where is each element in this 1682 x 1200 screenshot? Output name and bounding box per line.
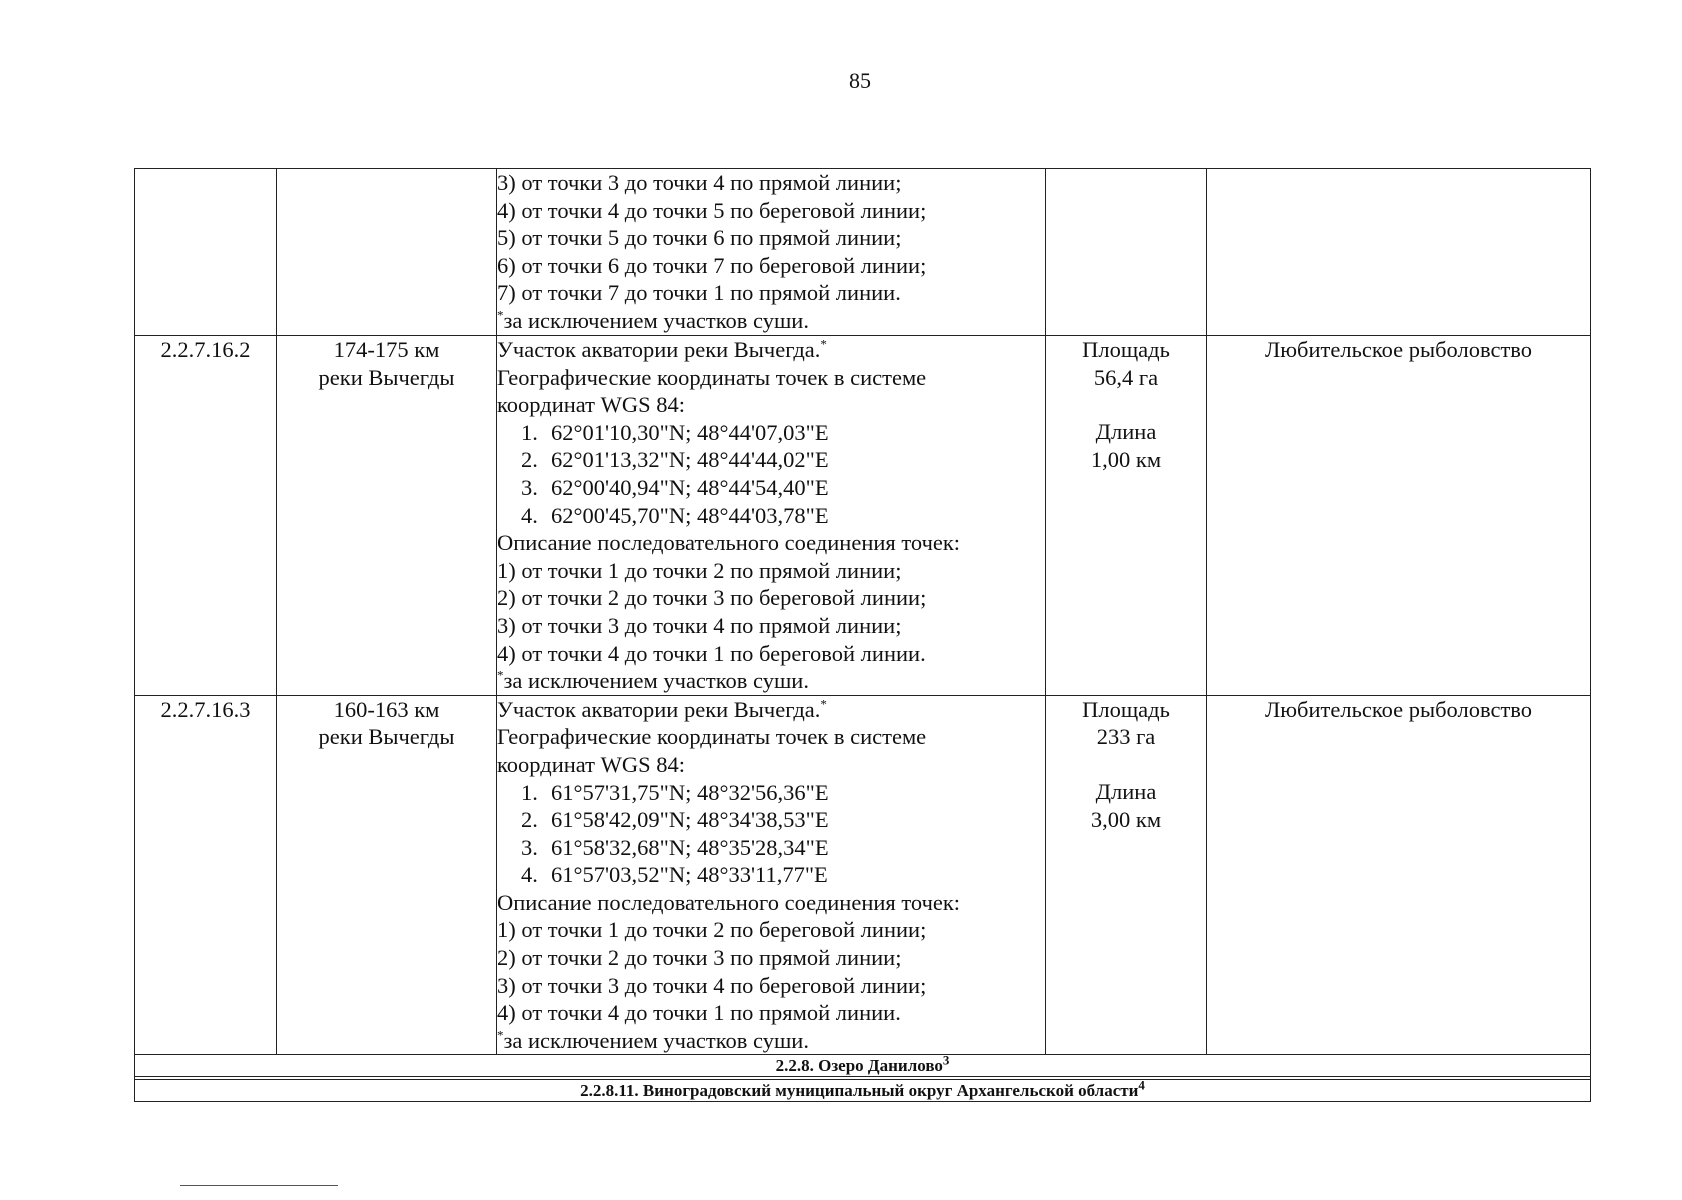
length-label: Длина xyxy=(1095,419,1157,445)
row-id-cell xyxy=(135,336,277,696)
coordinate-item xyxy=(497,861,1045,889)
footnote-line xyxy=(497,1027,1045,1055)
coordinate-value: 62°01'10,30"N; 48°44'07,03"E xyxy=(551,419,829,445)
coordinate-value: 61°57'03,52"N; 48°33'11,77"E xyxy=(551,862,828,888)
sequence-line: 3) от точки 3 до точки 4 по прямой линии; xyxy=(497,612,902,638)
location-line: 160-163 км xyxy=(333,696,440,722)
row-measure-cell xyxy=(1046,169,1207,336)
footnote-mark: * xyxy=(820,696,827,712)
location-line: реки Вычегды xyxy=(318,724,455,750)
section-heading-text: 2.2.8. Озеро Данилово xyxy=(775,1056,943,1076)
section-heading xyxy=(135,1052,1591,1077)
sequence-line: 4) от точки 4 до точки 1 по береговой линии. xyxy=(497,640,926,666)
row-measure-cell xyxy=(1046,336,1207,696)
coordinate-item xyxy=(497,419,1045,447)
coordinate-number: 4. xyxy=(521,862,538,888)
location-line: реки Вычегды xyxy=(318,364,455,390)
coordinate-item xyxy=(497,779,1045,807)
row-location-cell xyxy=(277,695,497,1055)
table-row-continuation xyxy=(135,169,1591,336)
sequence-line: 5) от точки 5 до точки 6 по прямой линии; xyxy=(497,225,902,251)
area-title xyxy=(497,336,1045,364)
coordinate-item xyxy=(497,502,1045,530)
coordinate-number: 1. xyxy=(521,779,538,805)
footnote-line xyxy=(497,667,1045,695)
footnote-text: за исключением участков суши. xyxy=(503,668,809,694)
length-value: 3,00 км xyxy=(1090,806,1162,832)
sequence-line: 2) от точки 2 до точки 3 по прямой линии; xyxy=(497,945,902,971)
geo-heading-line: координат WGS 84: xyxy=(497,751,686,777)
row-id-cell xyxy=(135,695,277,1055)
sequence-line: 3) от точки 3 до точки 4 по прямой линии; xyxy=(497,170,902,195)
section-heading-row xyxy=(135,1055,1591,1077)
geo-heading-line: Географические координаты точек в системе xyxy=(497,364,927,390)
footnote-separator xyxy=(180,1185,338,1186)
use-type: Любительское рыболовство xyxy=(1264,337,1533,362)
coordinate-number: 2. xyxy=(521,447,538,473)
coordinate-value: 61°58'32,68"N; 48°35'28,34"E xyxy=(551,834,829,860)
sequence-heading: Описание последовательного соединения точек: xyxy=(497,889,961,915)
sequence-line: 2) от точки 2 до точки 3 по береговой линии; xyxy=(497,585,927,611)
use-type: Любительское рыболовство xyxy=(1264,696,1533,722)
coordinate-item xyxy=(497,474,1045,502)
area-title-text: Участок акватории реки Вычегда. xyxy=(497,696,821,722)
area-label: Площадь xyxy=(1082,337,1170,362)
coordinate-number: 3. xyxy=(521,474,538,500)
row-use-cell xyxy=(1207,336,1591,696)
fishing-areas-table xyxy=(134,168,1591,1102)
row-description-cell xyxy=(497,695,1046,1055)
footnote-text: за исключением участков суши. xyxy=(503,307,809,333)
row-id-cell xyxy=(135,169,277,336)
area-title-text: Участок акватории реки Вычегда. xyxy=(497,337,821,362)
length-value: 1,00 км xyxy=(1090,446,1162,472)
area-value: 56,4 га xyxy=(1093,364,1159,390)
row-use-cell xyxy=(1207,169,1591,336)
sequence-line: 1) от точки 1 до точки 2 по береговой линии; xyxy=(497,917,927,943)
coordinate-value: 61°58'42,09"N; 48°34'38,53"E xyxy=(551,807,829,833)
row-measure-cell xyxy=(1046,695,1207,1055)
coordinate-value: 61°57'31,75"N; 48°32'56,36"E xyxy=(551,779,829,805)
sequence-line: 7) от точки 7 до точки 1 по прямой линии. xyxy=(497,280,901,306)
coordinate-number: 2. xyxy=(521,807,538,833)
row-location-cell xyxy=(277,169,497,336)
row-location-cell xyxy=(277,336,497,696)
coordinate-value: 62°00'45,70"N; 48°44'03,78"E xyxy=(551,502,829,528)
area-title xyxy=(497,696,1045,724)
row-use-cell xyxy=(1207,695,1591,1055)
page-number: 85 xyxy=(849,68,871,93)
footnote-line xyxy=(497,307,1045,335)
row-id: 2.2.7.16.3 xyxy=(160,696,251,722)
footnote-mark: 3 xyxy=(942,1052,950,1068)
length-label: Длина xyxy=(1095,778,1157,804)
sequence-line: 6) от точки 6 до точки 7 по береговой линии; xyxy=(497,252,927,278)
table-row xyxy=(135,695,1591,1055)
coordinate-value: 62°01'13,32"N; 48°44'44,02"E xyxy=(551,447,829,473)
coordinate-item xyxy=(497,806,1045,834)
sequence-line: 1) от точки 1 до точки 2 по прямой линии; xyxy=(497,557,902,583)
location-line: 174-175 км xyxy=(333,337,440,362)
row-description-cell xyxy=(497,336,1046,696)
section-heading-text: 2.2.8.11. Виноградовский муниципальный округ Архангельской области xyxy=(580,1081,1139,1101)
footnote-mark: * xyxy=(497,667,504,683)
coordinate-number: 4. xyxy=(521,502,538,528)
coordinate-number: 3. xyxy=(521,834,538,860)
sequence-line: 4) от точки 4 до точки 1 по прямой линии. xyxy=(497,1000,901,1026)
row-description-cell xyxy=(497,169,1046,336)
area-value: 233 га xyxy=(1096,724,1156,750)
sequence-heading: Описание последовательного соединения точек: xyxy=(497,530,961,556)
footnote-mark: * xyxy=(497,307,504,323)
table-row xyxy=(135,336,1591,696)
geo-heading-line: координат WGS 84: xyxy=(497,392,686,418)
coordinate-item xyxy=(497,834,1045,862)
area-label: Площадь xyxy=(1082,696,1170,722)
footnote-mark: 4 xyxy=(1138,1077,1145,1093)
sequence-line: 3) от точки 3 до точки 4 по береговой линии; xyxy=(497,972,927,998)
section-heading-row xyxy=(135,1080,1591,1102)
footnote-text: за исключением участков суши. xyxy=(503,1027,809,1053)
coordinate-item xyxy=(497,446,1045,474)
section-heading xyxy=(135,1077,1591,1102)
footnote-mark: * xyxy=(497,1027,504,1043)
sequence-line: 4) от точки 4 до точки 5 по береговой линии; xyxy=(497,197,927,223)
geo-heading-line: Географические координаты точек в системе xyxy=(497,724,927,750)
footnote-mark: * xyxy=(820,336,827,352)
row-id: 2.2.7.16.2 xyxy=(160,337,251,362)
coordinate-number: 1. xyxy=(521,419,538,445)
coordinate-value: 62°00'40,94"N; 48°44'54,40"E xyxy=(551,474,829,500)
